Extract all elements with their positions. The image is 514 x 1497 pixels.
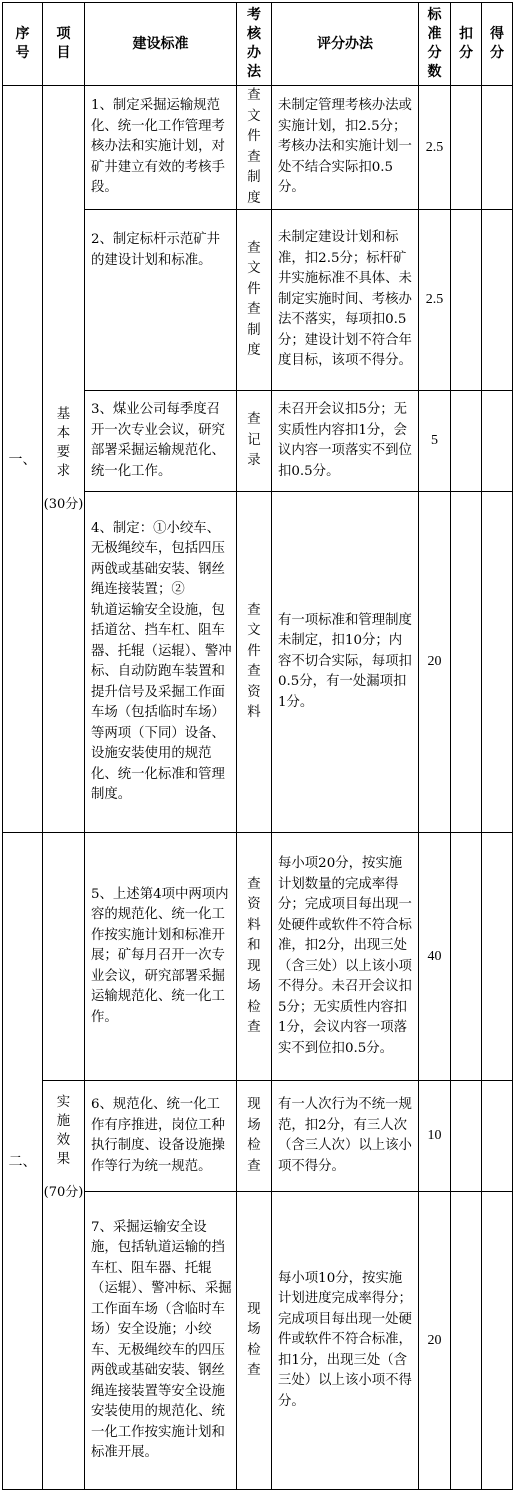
standard-cell: 1、制定采掘运输规范化、统一化工作管理考核办法和实施计划，对矿井建立有效的考核手段。 [85, 86, 237, 210]
section-item [43, 86, 85, 833]
score-cell [482, 1081, 513, 1192]
header-score: 得分 [482, 3, 513, 86]
method-cell: 查记录 [237, 391, 272, 492]
header-method: 考核办法 [237, 3, 272, 86]
assessment-table [2, 2, 513, 1490]
std-score-cell: 5 [419, 391, 451, 492]
deduct-cell [451, 492, 482, 833]
method-cell: 现场检查 [237, 1081, 272, 1192]
scoring-cell: 有一项标准和管理制度未制定，扣10分；内容不切合实际，每项扣0.5分，有一处漏项扣1分。 [272, 492, 419, 833]
score-cell [482, 210, 513, 391]
table-row [3, 1081, 513, 1192]
method-cell: 查文件查制度 [237, 210, 272, 391]
method-cell: 查文件查制度 [237, 86, 272, 210]
deduct-cell [451, 391, 482, 492]
std-score-cell: 20 [419, 492, 451, 833]
standard-cell: 3、煤业公司每季度召开一次专业会议，研究部署采掘运输规范化、统一化工作。 [85, 391, 237, 492]
score-cell [482, 1192, 513, 1490]
header-item: 项目 [43, 3, 85, 86]
score-cell [482, 86, 513, 210]
scoring-cell: 未召开会议扣5分；无实质性内容扣1分，会议内容一项落实不到位扣0.5分。 [272, 391, 419, 492]
std-score-cell: 2.5 [419, 210, 451, 391]
header-standard: 建设标准 [85, 3, 237, 86]
std-score-cell: 20 [419, 1192, 451, 1490]
standard-cell: 7、采掘运输安全设施，包括轨道运输的挡车杠、阻车器、托辊（运辊）、警冲标、采掘工作面车场（含临时车场）安全设施；小绞车、无极绳绞车的四压两戗或基础安装、钢丝绳连接装置等安全设施安装使用的规范化、统一化工作按实施计划和标准开展。 [85, 1192, 237, 1490]
score-cell [482, 391, 513, 492]
deduct-cell [451, 833, 482, 1081]
table-row [3, 86, 513, 210]
section-seq: 二、 [3, 833, 43, 1490]
standard-cell: 5、上述第4项中两项内容的规范化、统一化工作按实施计划和标准开展；矿每月召开一次专业会议，研究部署采掘运输规范化、统一化工作。 [85, 833, 237, 1081]
header-deduct: 扣分 [451, 3, 482, 86]
section-seq: 一、 [3, 86, 43, 833]
deduct-cell [451, 1081, 482, 1192]
scoring-cell: 未制定管理考核办法或实施计划，扣2.5分；考核办法和实施计划一处不结合实际扣0.5分。 [272, 86, 419, 210]
header-scoring: 评分办法 [272, 3, 419, 86]
method-cell: 现场检查 [237, 1192, 272, 1490]
standard-cell: 2、制定标杆示范矿井的建设计划和标准。 [85, 210, 237, 391]
table-row [3, 833, 513, 1081]
scoring-cell: 有一人次行为不统一规范，扣2分，有三人次（含三人次）以上该小项不得分。 [272, 1081, 419, 1192]
std-score-cell: 2.5 [419, 86, 451, 210]
scoring-cell: 每小项10分，按实施计划进度完成率得分；完成项目每出现一处硬件或软件不符合标准，扣1分，出现三处（含三处）以上该小项不得分。 [272, 1192, 419, 1490]
header-row [3, 3, 513, 86]
header-seq: 序号 [3, 3, 43, 86]
scoring-cell: 未制定建设计划和标准，扣2.5分；标杆矿井实施标准不具体、未制定实施时间、考核办法不落实，每项扣0.5分；建设计划不符合年度目标，该项不得分。 [272, 210, 419, 391]
section-item [43, 1081, 85, 1490]
std-score-cell: 10 [419, 1081, 451, 1192]
scoring-cell: 每小项20分，按实施计划数量的完成率得分；完成项目每出现一处硬件或软件不符合标准，扣2分，出现三处（含三处）以上该小项不得分。未召开会议扣5分；无实质性内容扣1分，会议内容一项落实不到位扣0.5分。 [272, 833, 419, 1081]
section-item-points: (70分) [43, 1185, 84, 1200]
deduct-cell [451, 86, 482, 210]
section-item-points: (30分) [43, 496, 84, 512]
standard-cell: 6、规范化、统一化工作有序推进，岗位工种执行制度、设备设施操作等行为统一规范。 [85, 1081, 237, 1192]
method-cell: 查文件查资料 [237, 492, 272, 833]
section-item-top [43, 833, 85, 1081]
header-std-score: 标准分数 [419, 3, 451, 86]
std-score-cell: 40 [419, 833, 451, 1081]
section-item-name: 实施效果 [56, 1095, 71, 1167]
deduct-cell [451, 210, 482, 391]
standard-cell: 4、制定：①小绞车、无极绳绞车，包括四压两戗或基础安装、钢丝绳连接装置；② 轨道运输安全设施，包括道岔、挡车杠、阻车器、托辊（运辊）、警冲标、自动防跑车装置和提升信号及采掘工作面车场（包括临时车场）等两项（下同）设备、设施安装使用的规范化、统一化标准和管理制度。 [85, 492, 237, 833]
section-item-name: 基本要求 [56, 406, 71, 479]
score-cell [482, 492, 513, 833]
deduct-cell [451, 1192, 482, 1490]
method-cell: 查资料和现场检查 [237, 833, 272, 1081]
score-cell [482, 833, 513, 1081]
